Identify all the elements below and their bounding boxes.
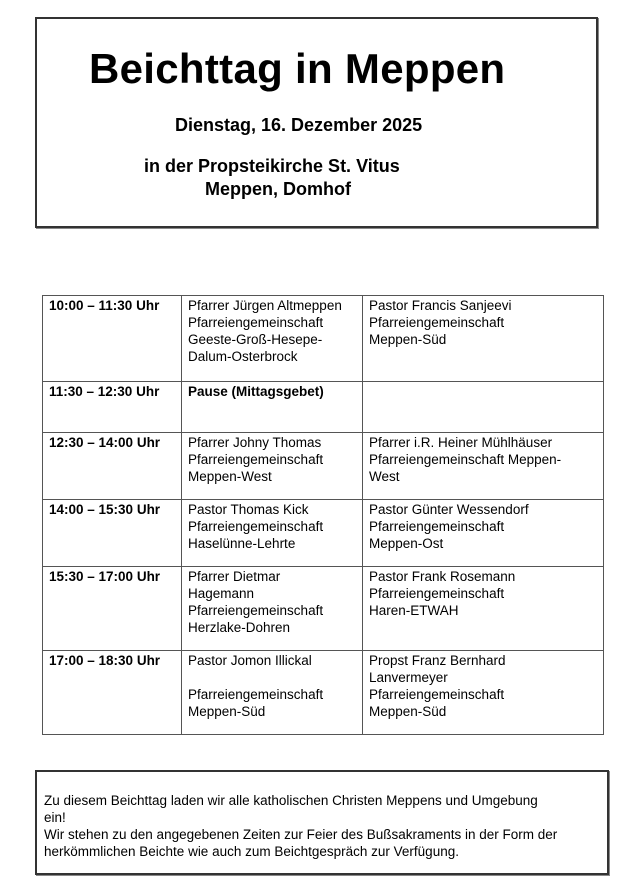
confessor-cell-1 bbox=[182, 433, 363, 500]
spacer-line bbox=[188, 669, 356, 686]
invitation-text-line: herkömmlichen Beichte wie auch zum Beichtgespräch zur Verfügung. bbox=[44, 844, 459, 859]
cell-text-line: Pfarreiengemeinschaft bbox=[188, 452, 324, 467]
cell-text-line: Hagemann bbox=[188, 586, 255, 601]
cell-text-line: West bbox=[369, 469, 400, 484]
invitation-text-line: Zu diesem Beichttag laden wir alle katholischen Christen Meppens und Umgebung bbox=[44, 793, 538, 808]
cell-text-line: Meppen-Süd bbox=[369, 332, 447, 347]
cell-text-line: Lanvermeyer bbox=[369, 670, 448, 685]
cell-text-line: Meppen-Süd bbox=[369, 704, 447, 719]
cell-text-line: Pastor Jomon Illickal bbox=[188, 653, 312, 668]
cell-text-line: Pfarreiengemeinschaft bbox=[369, 586, 505, 601]
time-slot: 12:30 – 14:00 Uhr bbox=[43, 433, 182, 500]
confessor-cell-2 bbox=[363, 500, 604, 567]
cell-text-line: Pfarreiengemeinschaft Meppen- bbox=[369, 452, 562, 467]
cell-text-line: Pfarreiengemeinschaft bbox=[188, 519, 324, 534]
cell-text-line: Pfarreiengemeinschaft bbox=[188, 315, 324, 330]
schedule-table bbox=[42, 295, 604, 735]
confessor-cell-1 bbox=[182, 500, 363, 567]
cell-text-line: Pfarreiengemeinschaft bbox=[188, 687, 324, 702]
invitation-box bbox=[35, 770, 609, 875]
confessor-cell-1 bbox=[182, 567, 363, 651]
cell-text-line: Meppen-Ost bbox=[369, 536, 444, 551]
cell-text-line: Pfarreiengemeinschaft bbox=[369, 687, 505, 702]
cell-text-line: Pfarrer Dietmar bbox=[188, 569, 281, 584]
cell-text-line: Meppen-West bbox=[188, 469, 272, 484]
confessor-cell-2 bbox=[363, 382, 604, 433]
cell-text-line: Pastor Frank Rosemann bbox=[369, 569, 516, 584]
cell-text-line: Pastor Francis Sanjeevi bbox=[369, 298, 512, 313]
cell-text-line: Propst Franz Bernhard bbox=[369, 653, 506, 668]
invitation-text-line: ein! bbox=[44, 810, 66, 825]
time-slot: 15:30 – 17:00 Uhr bbox=[43, 567, 182, 651]
cell-text-line: Dalum-Osterbrock bbox=[188, 349, 298, 364]
cell-text-line: Pfarreiengemeinschaft bbox=[188, 603, 324, 618]
time-slot: 11:30 – 12:30 Uhr bbox=[43, 382, 182, 433]
confessor-cell-1 bbox=[182, 296, 363, 382]
confessor-cell-2 bbox=[363, 433, 604, 500]
confessor-cell-2 bbox=[363, 567, 604, 651]
table-row bbox=[43, 567, 604, 651]
cell-text-line: Pastor Günter Wessendorf bbox=[369, 502, 529, 517]
table-row bbox=[43, 500, 604, 567]
cell-text-line: Pfarrer Jürgen Altmeppen bbox=[188, 298, 342, 313]
page-title: Beichttag in Meppen bbox=[89, 45, 506, 92]
table-row bbox=[43, 296, 604, 382]
cell-text-line: Meppen-Süd bbox=[188, 704, 266, 719]
confessor-cell-1 bbox=[182, 382, 363, 433]
header-box bbox=[35, 17, 598, 228]
time-slot: 17:00 – 18:30 Uhr bbox=[43, 651, 182, 735]
cell-text-line: Herzlake-Dohren bbox=[188, 620, 291, 635]
time-slot: 14:00 – 15:30 Uhr bbox=[43, 500, 182, 567]
confessor-cell-2 bbox=[363, 651, 604, 735]
cell-text-line: Haren-ETWAH bbox=[369, 603, 459, 618]
table-row bbox=[43, 382, 604, 433]
cell-text-line: Geeste-Groß-Hesepe- bbox=[188, 332, 323, 347]
event-location-line2: Meppen, Domhof bbox=[205, 179, 351, 199]
confessor-cell-2 bbox=[363, 296, 604, 382]
confessor-cell-1 bbox=[182, 651, 363, 735]
cell-text-line: Pause (Mittagsgebet) bbox=[188, 384, 324, 399]
invitation-text-line: Wir stehen zu den angegebenen Zeiten zur Feier des Bußsakraments in der Form der bbox=[44, 827, 558, 842]
cell-text-line: Pfarrer i.R. Heiner Mühlhäuser bbox=[369, 435, 553, 450]
table-row bbox=[43, 433, 604, 500]
cell-text-line: Pfarrer Johny Thomas bbox=[188, 435, 322, 450]
time-slot: 10:00 – 11:30 Uhr bbox=[43, 296, 182, 382]
cell-text-line: Pfarreiengemeinschaft bbox=[369, 315, 505, 330]
event-location-line1: in der Propsteikirche St. Vitus bbox=[144, 156, 400, 176]
table-row bbox=[43, 651, 604, 735]
event-date: Dienstag, 16. Dezember 2025 bbox=[175, 115, 423, 135]
cell-text-line: Haselünne-Lehrte bbox=[188, 536, 296, 551]
cell-text-line: Pfarreiengemeinschaft bbox=[369, 519, 505, 534]
cell-text-line: Pastor Thomas Kick bbox=[188, 502, 309, 517]
